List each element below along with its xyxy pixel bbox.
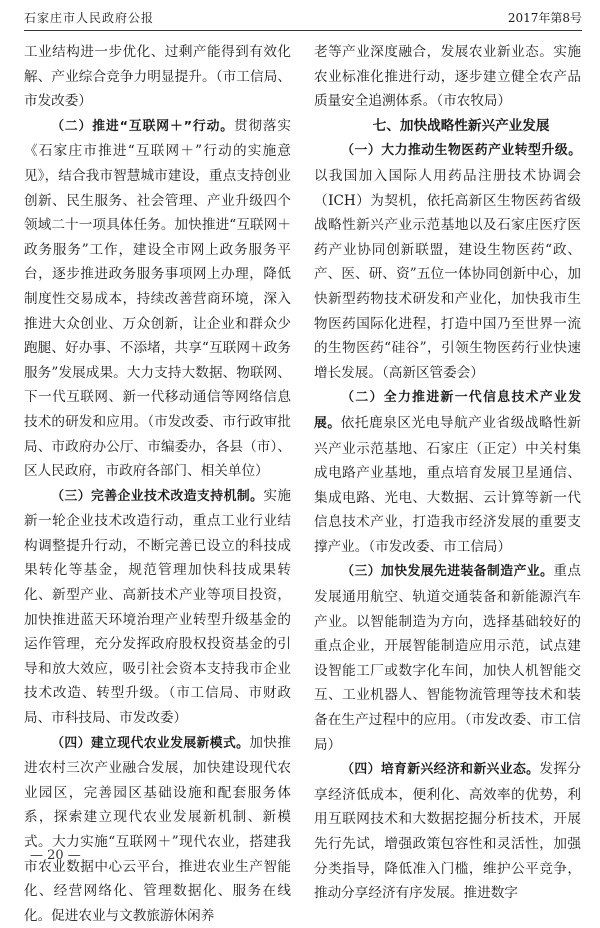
paragraph-heading: （二）全力推进新一代信息技术产业发展。: [314, 390, 581, 431]
paragraph-text: 发挥分享经济低成本，便利化、高效率的优势，利用互联网技术和大数据挖掘分析技术，开展先行先试，增强政策包容性和灵活性，加强分类指导，降低准入门槛，维护公平竞争，推动分享经济有序发展。推进数字: [314, 761, 582, 902]
publication-title: 石家庄市人民政府公报: [24, 11, 155, 25]
paragraph-text: 实施新一轮企业技术改造行动，重点工业行业结构调整提升行动，不断完善已设立的科技成果转化等基金，规范管理加快科技成果转化、新型产业、高新技术产业等项目投资，加快推进蓝天环境治理产业转型升级基金的运作管理，充分发挥政府股权投资基金的引导和放大效应，吸引社会资本支持我市企业技术改造、转型升级。（市工信局、市财政局、市科技局、市发改委）: [24, 487, 292, 727]
paragraph-text: 贯彻落实《石家庄市推进“互联网＋”行动的实施意见》，结合我市智慧城市建设，重点支持创业创新、民生服务、社会管理、产业升级四个领域二十一项具体任务。加快推进“互联网＋政务服务”工作，建设全市网上政务服务平台，逐步推进政务服务事项网上办理，降低制度性交易成本，持续改善营商环境，深入推进大众创业、万众创新，让企业和群众少跑腿、好办事、不添堵，共享“互联网＋政务服务”发展成果。大力支持大数据、物联网、下一代互联网、新一代移动通信等网络信息技术的研发和应用。（市发改委、市行政审批局、市政府办公厅、市编委办，各县（市）、区人民政府，市政府各部门、相关单位）: [24, 117, 291, 480]
paragraph-text: 加快推进农村三次产业融合发展，加快建设现代农业园区，完善园区基础设施和配套服务体系，探索建立现代农业发展新机制、新模式。大力实施“互联网＋”现代农业，搭建我市农业数据中心云平台，推进农业生产智能化、经营网络化、管理数据化、服务在线化。促进农业与文教旅游休闲养: [24, 734, 292, 924]
paragraph-heading: （二）推进“互联网＋”行动。: [51, 118, 234, 134]
paragraph-modern-agriculture: [24, 731, 291, 928]
page-header: [24, 8, 582, 31]
paragraph-info-tech: [314, 385, 581, 559]
section-heading: 七、加快战略性新兴产业发展: [372, 117, 550, 134]
paragraph-heading: （四）培育新兴经济和新兴业态。: [341, 762, 540, 778]
paragraph-internet-plus: [24, 114, 291, 484]
paragraph-heading: （三）加快发展先进装备制造产业。: [341, 564, 554, 580]
paragraph-biomedicine: [314, 138, 581, 385]
paragraph-new-economy: [314, 757, 581, 906]
paragraph-continued: [24, 40, 291, 114]
paragraph-text: 重点发展通用航空、轨道交通装备和新能源汽车产业。以智能制造为方向，选择基础较好的重点企业，开展智能制造应用示范，试点建设智能工厂或数字化车间，加快人机智能交互、工业机器人、智能物流管理等技术和装备在生产过程中的应用。（市发改委、市工信局）: [314, 563, 582, 753]
paragraph-text: 老等产业深度融合，发展农业新业态。实施农业标准化推进行动，逐步建立健全农产品质量安全追溯体系。（市农牧局）: [314, 44, 581, 110]
paragraph-continued: [314, 40, 581, 114]
paragraph-text: 依托鹿泉区光电导航产业省级战略性新兴产业示范基地、石家庄（正定）中关村集成电路产业基地，重点培育发展卫星通信、集成电路、光电、大数据、云计算等新一代信息技术产业，打造我市经济发展的重要支撑产业。（市发改委、市工信局）: [314, 414, 582, 555]
paragraph-heading: （四）建立现代农业发展新模式。: [51, 735, 250, 751]
page-number: — 20 —: [30, 848, 81, 863]
issue-number: 2017年第8号: [507, 11, 582, 25]
paragraph-text: 以我国加入国际人用药品注册技术协调会（ICH）为契机，依托高新区生物医药省级战略性新兴产业示范基地以及石家庄医疗医药产业协同创新联盟，建设生物医药“政、产、医、研、资”五位一体协同创新中心，加快新型药物技术研发和产业化，加快我市生物医药国际化进程，打造中国乃至世界一流的生物医药“硅谷”，引领生物医药行业快速增长发展。（高新区管委会）: [314, 167, 581, 381]
paragraph-tech-upgrade: [24, 484, 291, 731]
paragraph-text: 工业结构进一步优化、过剩产能得到有效化解、产业综合竞争力明显提升。（市工信局、市发改委）: [24, 44, 291, 110]
paragraph-heading: （一）大力推动生物医药产业转型升级。: [341, 143, 581, 159]
paragraph-heading: （三）完善企业技术改造支持机制。: [51, 488, 264, 504]
right-column: [314, 40, 582, 902]
paragraph-equipment: [314, 559, 581, 757]
